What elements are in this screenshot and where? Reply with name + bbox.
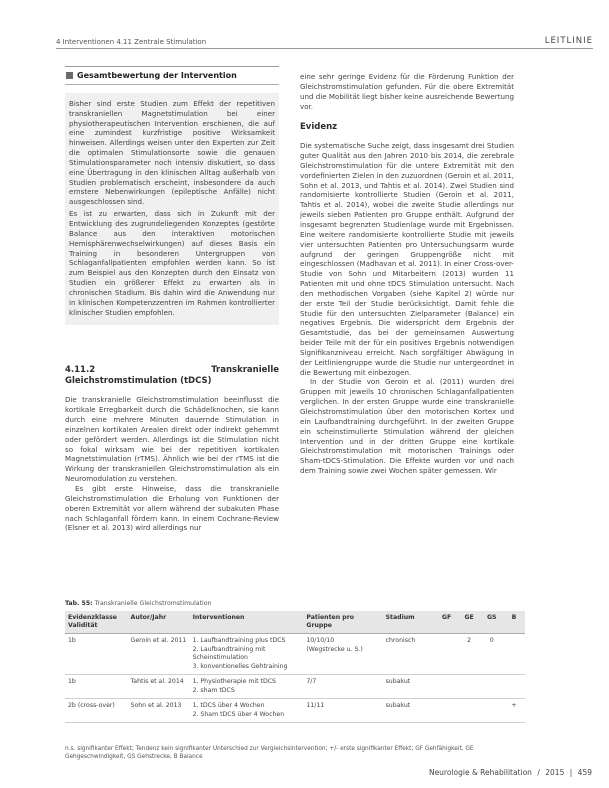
evidence-paragraph-2: In der Studie von Geroin et al. (2011) wurden drei Gruppen mit jeweils 10 chronischen Schlaganfallpatienten verglichen. In der ersten Gruppe wurde eine transkranielle Gleichstromstimulation über den motorischen Kortex und ein Laufbandtraining durchgeführt. In der zweiten Gruppe ein scheinstimulierte Stimulation während der gleichen Intervention und in der dritten Gruppe eine kortikale Gleichstromstimulation mit motorischen Trainings oder Sham-tDCS-Stimulation. Die Effekte wurden vor und nach dem Training sowie zwei Wochen später gemessen. Wir	[300, 377, 514, 476]
table-cell-patients: 10/10/10 (Wegstrecke u. S.)	[303, 634, 382, 675]
table-cell-interventions: 1. Physiotherapie mit tDCS 2. sham tDCS	[190, 675, 304, 699]
table-header-cell: GS	[480, 611, 503, 634]
table-cell-interventions: 1. tDCS über 4 Wochen 2. Sham tDCS über 4 Wochen	[190, 699, 304, 723]
section-paragraph-1: Die transkranielle Gleichstromstimulation beeinflusst die kortikale Erregbarkeit durch die Schädelknochen, sie kann durch eine mehrere Minuten dauernde Stimulation in einzelnen kortikalen Arealen direkt oder indirekt gehemmt oder gefördert werden. Allerdings ist die Stimulation nicht so fokal wirksam wie bei der repetitiven kortikalen Magnetstimulation (rTMS). Ähnlich wie bei der rTMS ist die Wirkung der transkraniellen Gleichstromstimulation als ein Neuromodulation zu verstehen.	[65, 395, 279, 484]
evidence-heading: Evidenz	[300, 122, 338, 133]
table-row	[65, 675, 525, 699]
summary-paragraph-2: Es ist zu erwarten, dass sich in Zukunft mit der Entwicklung des zugrundeliegenden Konzeptes (gestörte Balance aus den interaktiven motorischen Hemisphärenwechselwirkungen) auf dieses Basis ein Training in besonderen Untergruppen von Schlaganfallpatienten empfohlen werden kann. So ist zum Beispiel aus den Konzepten durch den Einsatz von Studien ein größerer Effekt zu erwarten als in chronischen Stadium. Bis dahin wird die Anwendung nur in klinischen Kompetenzzentren im Rahmen kontrollierter klinischer Studien empfohlen.	[69, 209, 275, 317]
summary-box	[65, 93, 279, 326]
table-cell-author: Sohn et al. 2013	[128, 699, 190, 723]
summary-paragraph-1: Bisher sind erste Studien zum Effekt der repetitiven transkraniellen Magnetstimulation bei einer physiotherapeutischen Intervention erschienen, die auf eine zumindest kurzfristige positive Wirksamkeit hinweisen. Allerdings weisen unter den Experten zur Zeit die optimalen Stimulationsorte sowie die genauen Stimulationsparameter noch intensiv diskutiert, so dass eine Übertragung in den klinischen Alltag außerhalb von Studien problematisch erscheint, insbesondere da auch ernstere Nebenwirkungen (epileptische Anfälle) nicht ausgeschlossen sind.	[69, 98, 275, 207]
section-number: 4.11.2	[65, 365, 96, 376]
table-row	[65, 634, 525, 675]
table-cell-evidence: 1b	[65, 675, 128, 699]
table-cell-ge: 2	[458, 634, 481, 675]
table-cell-gf	[435, 675, 458, 699]
footer-page-number: 459	[577, 768, 592, 777]
right-column	[300, 72, 514, 476]
evidence-table	[65, 611, 525, 723]
table-cell-gs	[480, 675, 503, 699]
left-column	[65, 66, 279, 533]
page-footer	[429, 768, 592, 777]
section-paragraph-2: Es gibt erste Hinweise, dass die transkranielle Gleichstromstimulation die Erholung von Funktionen der oberen Extremität vor allem während der subakuten Phase nach Schlaganfall fördern kann. In einem Cochrane-Review (Elsner et al. 2013) wird allerdings nur	[65, 484, 279, 533]
summary-box-heading	[65, 66, 279, 85]
footer-separator: |	[569, 768, 573, 777]
table-cell-stage: subakut	[383, 699, 436, 723]
section-heading	[65, 365, 279, 387]
header-section-label: LEITLINIE	[544, 36, 593, 46]
table-cell-interventions: 1. Laufbandtraining plus tDCS 2. Laufbandtraining mit Scheinstimulation 3. konventionelles Gehtraining	[190, 634, 304, 675]
table-cell-evidence: 2b (cross-over)	[65, 699, 128, 723]
table-cell-patients: 11/11	[303, 699, 382, 723]
header-breadcrumb: 4 Interventionen 4.11 Zentrale Stimulation	[56, 38, 207, 46]
table-header-cell: GE	[458, 611, 481, 634]
table-cell-ge	[458, 675, 481, 699]
section-title: Transkranielle Gleichstromstimulation (tDCS)	[65, 365, 279, 387]
table-cell-ge	[458, 699, 481, 723]
table-header-cell: Interventionen	[190, 611, 304, 634]
table-cell-gs: 0	[480, 634, 503, 675]
table-cell-b	[503, 675, 525, 699]
table-row	[65, 699, 525, 723]
summary-box-title: Gesamtbewertung der Intervention	[77, 71, 237, 80]
table-cell-patients: 7/7	[303, 675, 382, 699]
footer-separator: /	[537, 768, 540, 777]
table-caption	[65, 600, 515, 607]
table-cell-author: Tahtis et al. 2014	[128, 675, 190, 699]
table-cell-gs	[480, 699, 503, 723]
table-header-cell: GF	[435, 611, 458, 634]
table-header-cell: Patienten pro Gruppe	[303, 611, 382, 634]
square-bullet-icon	[66, 72, 73, 79]
footer-journal: Neurologie & Rehabilitation	[428, 768, 532, 777]
table-header-cell: Autor/Jahr	[128, 611, 190, 634]
table-cell-stage: subakut	[383, 675, 436, 699]
evidence-paragraph-1: Die systematische Suche zeigt, dass insgesamt drei Studien guter Qualität aus den Jahren 2010 bis 2014, die zerebrale Gleichstromstimulation für die untere Extremität mit den vordefinierten Zielen in den zuzuordnen (Geroin et al. 2011, Sohn et al. 2013, und Tahtis et al. 2014). Zwei Studien sind randomisierte kontrollierte Studien (Geroin et al. 2011, Tahtis et al. 2014), wobei die zweite Studie allerdings nur jeweils sieben Patienten pro Gruppe enthält. Aufgrund der insgesamt begrenzten Studienlage wurde mit Ergebnissen. Eine weitere randomisierte kontrollierte Studie mit jeweils vier untersuchten Patienten pro Untersuchungsarm wurde aufgrund der geringen Gruppengröße nicht mit eingeschlossen (Madhavan et al. 2011). In einer Cross-over-Studie von Sohn und Mitarbeitern (2013) wurden 11 Patienten mit und ohne tDCS Stimulation untersucht. Nach den methodischen Vorgaben (siehe Kapitel 2) würde nur der erste Teil der Studie berücksichtigt. Damit fehle die Studie für den untersuchten Zielparameter (Balance) ein negatives Ergebnis. Die widerspricht dem Ergebnis der Gesamtstudie, das bei der gemeinsamen Auswertung beider Teile mit der für ein positives Ergebnis notwendigen Signifikanzniveau erreicht. Nach sorgfältiger Abwägung in der Leitliniengruppe wurde die Studie nur untergeordnet in die Bewertung mit einbezogen.	[300, 141, 514, 377]
table-cell-gf	[435, 634, 458, 675]
table-cell-b: +	[503, 699, 525, 723]
header-rule	[56, 48, 593, 49]
table-cell-evidence: 1b	[65, 634, 128, 675]
footer-issue: 2015	[545, 768, 565, 777]
table-cell-gf	[435, 699, 458, 723]
table-header-cell: B	[503, 611, 525, 634]
table-footnote: n.s. signifikanter Effekt; Tendenz kein signifikanter Unterschied zur Vergleichsintervention; +/- erste signifikanter Effekt; GF Gehfähigkeit, GE Gehgeschwindigkeit, GS Gehstrecke, B Balance	[65, 746, 474, 760]
table-header-row	[65, 611, 525, 634]
table-header-cell: Stadium	[383, 611, 436, 634]
table-cell-stage: chronisch	[383, 634, 436, 675]
table-cell-author: Geroin et al. 2011	[128, 634, 190, 675]
table-header-cell: Evidenzklasse Validität	[65, 611, 128, 634]
table-cell-b	[503, 634, 525, 675]
table-caption-text: Transkranielle Gleichstromstimulation	[94, 600, 212, 607]
table-caption-label: Tab. 55:	[65, 600, 93, 607]
right-paragraph-0: eine sehr geringe Evidenz für die Förderung Funktion der Gleichstromstimulation gefunden. Für die obere Extremität und die Mobilität liegt bisher keine ausreichende Bewertung vor.	[300, 72, 514, 111]
